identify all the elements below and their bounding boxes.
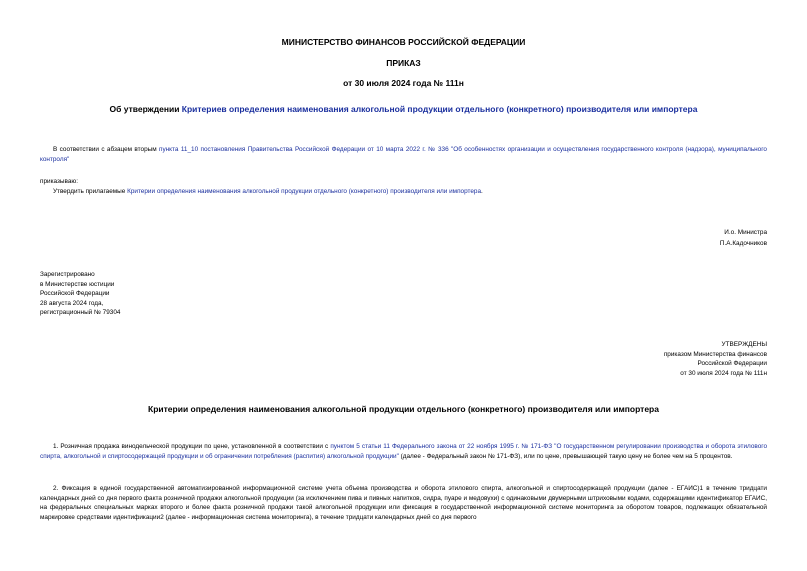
criteria-p1-text-end: (далее - Федеральный закон № 171-ФЗ), или по цене, превышающей такую цену не более чем на 5 процентов.	[398, 452, 733, 460]
government-decree-link[interactable]: пункта 11_10 постановления Правительства Российской Федерации от 10 марта 2022 г. № 336 "Об особенностях организации и осуществления государственного контроля (надзора), муниципального контроля"	[40, 146, 767, 163]
ministry-heading: МИНИСТЕРСТВО ФИНАНСОВ РОССИЙСКОЙ ФЕДЕРАЦИИ	[281, 37, 526, 47]
criteria-paragraph-2: 2. Фиксация в единой государственной автоматизированной информационной системе учета объема производства и оборота этилового спирта, алкогольной и спиртосодержащей продукции (далее - ЕГАИС)1 в течение тридцати календарных дней со дня первого факта розничной продажи алкогольной продукции (за исключением пива и пивных напитков, сидра, пуаре и медовухи) с одинаковыми двумерными штриховыми кодами, содержащими идентификатор ЕГАИС, на федеральных специальных марках второго и более факта розничной продажи такой алкогольной продукции или фиксация в государственной информационной системе мониторинга за оборотом товаров, подлежащих обязательной маркировке средствами идентификации2 (далее - информационная система мониторинга), в течение тридцати календарных дней со дня первого	[40, 485, 767, 521]
criteria-title-link[interactable]: Критериев определения наименования алкогольной продукции отдельного (конкретного) производителя или импортера	[181, 104, 698, 114]
registration-block	[40, 270, 120, 318]
preamble-paragraph	[40, 145, 767, 164]
registration-line: в Министерстве юстиции	[40, 280, 115, 288]
approve-criteria-link[interactable]: Критерии определения наименования алкогольной продукции отдельного (конкретного) производителя или импортера	[127, 188, 482, 195]
approved-line: от 30 июля 2024 года № 111н	[680, 369, 767, 377]
signature-role: И.о. Министра	[724, 229, 767, 236]
approve-period: .	[481, 188, 483, 195]
approve-paragraph	[53, 187, 767, 197]
approved-line: приказом Министерства финансов	[663, 350, 767, 358]
approved-line: Российской Федерации	[697, 360, 767, 368]
signature-name: П.А.Кадочников	[719, 240, 767, 247]
registration-line: регистрационный № 79304	[40, 309, 121, 317]
orders-word: приказываю:	[40, 178, 78, 185]
criteria-title: Критерии определения наименования алкогольной продукции отдельного (конкретного) производителя или импортера	[148, 404, 659, 414]
doc-type-heading: ПРИКАЗ	[386, 58, 421, 68]
order-title	[0, 104, 807, 114]
registration-line: 28 августа 2024 года,	[40, 299, 104, 307]
approved-block	[520, 340, 767, 378]
registration-line: Зарегистрировано	[40, 271, 95, 278]
order-title-prefix: Об утверждении	[109, 104, 182, 114]
federal-law-link[interactable]: пунктом 5 статьи 11 Федерального закона от 22 ноября 1995 г. № 171-ФЗ "О государственном регулировании производства и оборота этилового спирта, алкогольной и спиртосодержащей продукции и об ограничении потребления (распития) алкогольной продукции"	[40, 443, 768, 460]
criteria-p1-text: 1. Розничная продажа винодельческой продукции по цене, установленной в соответствии с	[53, 443, 331, 450]
approved-line: УТВЕРЖДЕНЫ	[721, 341, 767, 348]
order-date-number: от 30 июля 2024 года № 111н	[343, 78, 464, 88]
approve-text: Утвердить прилагаемые	[53, 188, 128, 195]
registration-line: Российской Федерации	[40, 290, 110, 298]
criteria-paragraph-1	[40, 442, 767, 461]
preamble-text: В соответствии с абзацем вторым	[53, 146, 159, 153]
